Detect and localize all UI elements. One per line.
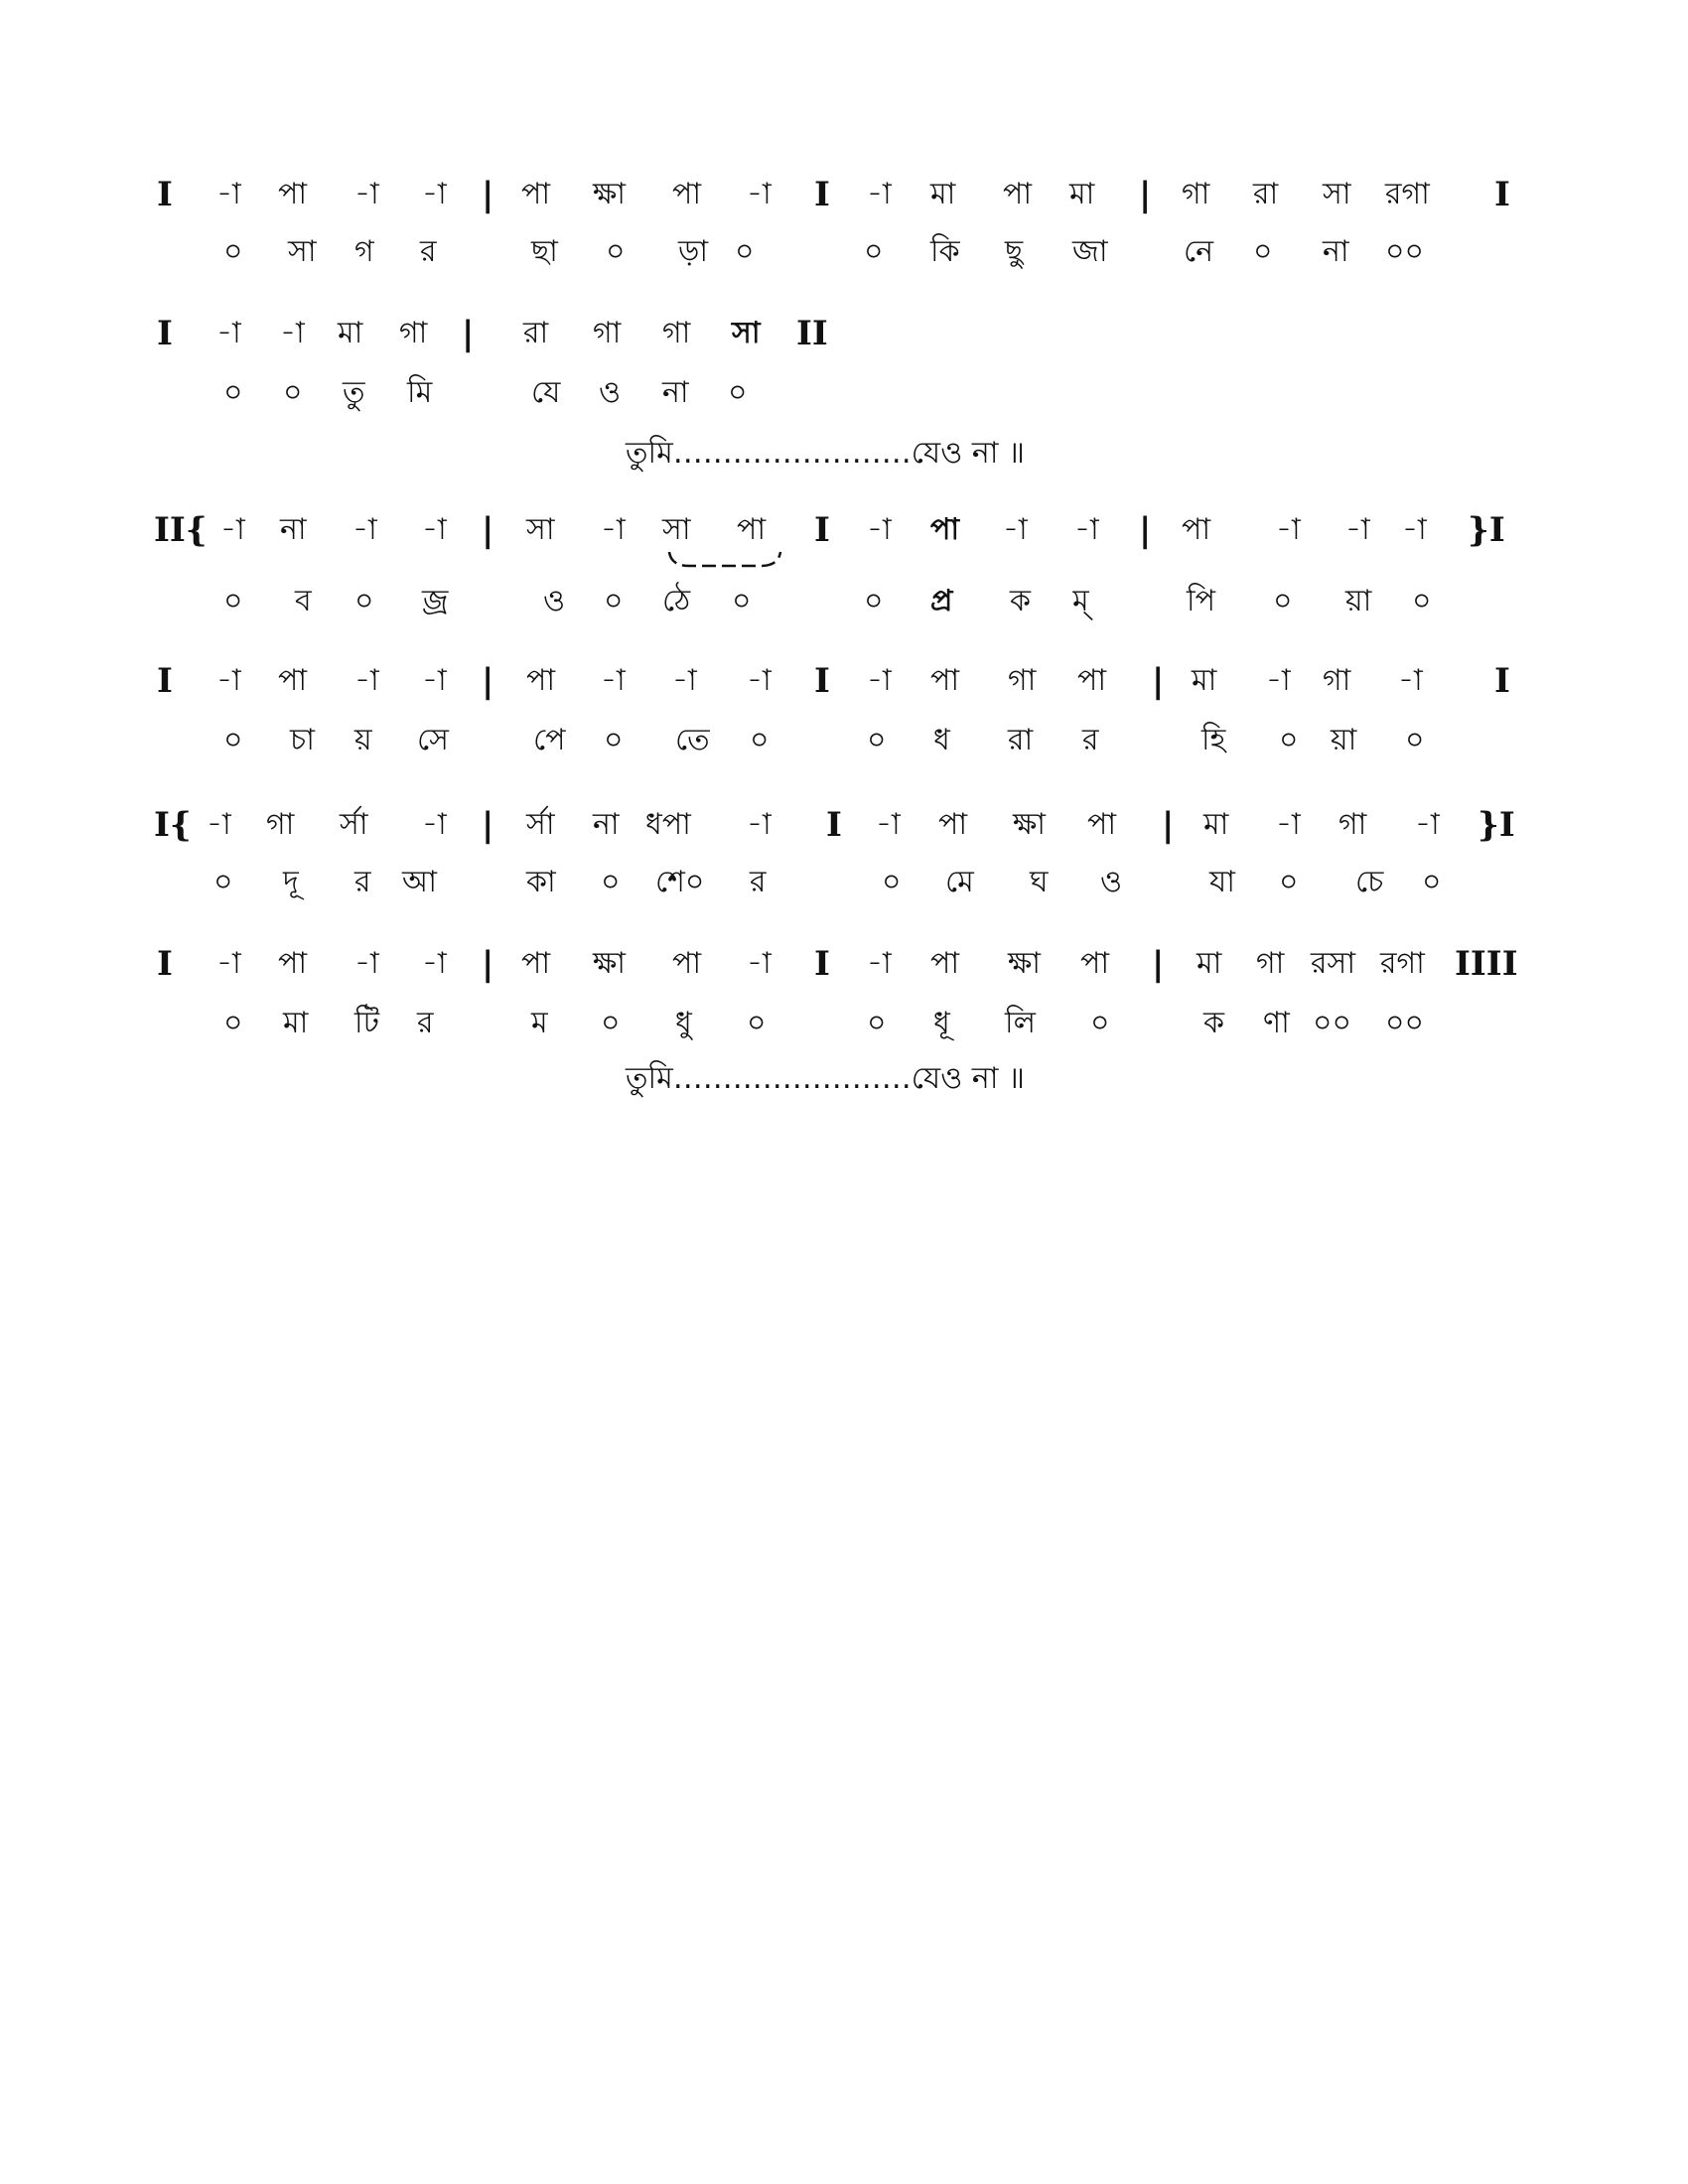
- bar-line: II{: [154, 510, 208, 550]
- refrain-word: তুমি: [626, 436, 673, 471]
- note: ক্ষা: [1013, 807, 1047, 842]
- note: -া: [747, 807, 772, 842]
- lyric-syllable: ০: [728, 375, 748, 410]
- lyric-syllable: ০: [747, 1006, 767, 1040]
- note: পা: [1182, 512, 1211, 547]
- note: -া: [422, 177, 447, 211]
- lyric-syllable: ০: [354, 584, 374, 618]
- note: মা: [1069, 177, 1095, 211]
- lyric-syllable: ০: [601, 1006, 621, 1040]
- lyric-syllable: র: [420, 234, 437, 269]
- note: পা: [930, 663, 960, 698]
- note: মা: [930, 177, 956, 211]
- note: -া: [1003, 512, 1028, 547]
- note: মা: [1203, 807, 1229, 842]
- note: -া: [280, 316, 305, 350]
- lyric-syllable: ০: [1090, 1006, 1110, 1040]
- lyric-syllable: তু: [343, 375, 365, 410]
- lyric-syllable: পি: [1187, 584, 1215, 618]
- note: -া: [867, 946, 892, 981]
- note: -া: [601, 512, 626, 547]
- lyric-syllable: মা: [283, 1006, 309, 1040]
- note: -া: [216, 663, 241, 698]
- lyric-syllable: ধ: [933, 723, 950, 757]
- bar-line: |: [1139, 175, 1152, 214]
- lyric-syllable: র: [417, 1006, 434, 1040]
- refrain-line: [626, 429, 1025, 479]
- lyric-line-1: [0, 226, 1688, 278]
- note: সা: [662, 512, 691, 547]
- refrain-word: যেও না: [911, 1061, 999, 1096]
- note: -া: [352, 512, 377, 547]
- note: রা: [523, 316, 549, 350]
- bar-line: I: [814, 944, 830, 984]
- lyric-syllable: ড়া: [678, 234, 709, 269]
- lyric-syllable: ম্: [1072, 584, 1089, 618]
- note: পা: [1080, 946, 1110, 981]
- lyric-syllable: পে: [533, 723, 566, 757]
- note: -া: [216, 316, 241, 350]
- bar-line: |: [482, 661, 494, 701]
- lyric-syllable: ০: [223, 375, 243, 410]
- bar-line: I: [814, 510, 830, 550]
- notation-line-1: [0, 169, 1688, 220]
- lyric-syllable: র: [1082, 723, 1099, 757]
- refrain-word: তুমি: [626, 1061, 673, 1096]
- lyric-syllable: শে০: [655, 865, 705, 899]
- note: গা: [1256, 946, 1285, 981]
- notation-line-4: [0, 655, 1688, 707]
- note: -া: [747, 946, 772, 981]
- lyric-line-6: [0, 998, 1688, 1049]
- note: -া: [1398, 663, 1423, 698]
- bar-line: |: [1152, 944, 1165, 984]
- lyric-syllable: ছা: [531, 234, 558, 269]
- note: গা: [1008, 663, 1037, 698]
- lyric-syllable: ধু: [675, 1006, 692, 1040]
- note: র্সা: [526, 807, 555, 842]
- lyric-syllable: ০: [1279, 865, 1299, 899]
- bar-line: |: [1139, 510, 1152, 550]
- lyric-syllable: লি: [1005, 1006, 1036, 1040]
- lyric-syllable: জা: [1072, 234, 1108, 269]
- bar-line: I: [814, 661, 830, 701]
- meend-slur-curve: [669, 552, 780, 566]
- bar-line: |: [482, 510, 494, 550]
- note: -া: [747, 177, 772, 211]
- lyric-syllable: সে: [417, 723, 449, 757]
- double-bar: ॥: [1008, 1061, 1025, 1096]
- bar-line: I: [826, 805, 842, 845]
- lyric-syllable: ০: [223, 723, 243, 757]
- bar-line: }I: [1477, 805, 1515, 845]
- lyric-syllable: সা: [288, 234, 317, 269]
- lyric-syllable: দূ: [283, 865, 299, 899]
- note: ক্ষা: [593, 177, 627, 211]
- lyric-syllable: ০: [867, 723, 887, 757]
- note: -া: [867, 512, 892, 547]
- lyric-syllable: ০০: [1313, 1006, 1352, 1040]
- bar-line: I: [157, 314, 173, 353]
- note: পা: [526, 663, 556, 698]
- note: -া: [1074, 512, 1099, 547]
- note: -া: [216, 177, 241, 211]
- lyric-syllable: চা: [290, 723, 315, 757]
- note: পা: [278, 946, 308, 981]
- note: -া: [1402, 512, 1427, 547]
- note: -া: [601, 663, 626, 698]
- note: ধপা: [645, 807, 691, 842]
- note: -া: [220, 512, 245, 547]
- lyric-syllable: ০: [1273, 584, 1293, 618]
- note: গা: [1323, 663, 1351, 698]
- note: গা: [399, 316, 428, 350]
- note: পা: [938, 807, 968, 842]
- double-bar: ॥: [1008, 436, 1025, 471]
- lyric-syllable: য়া: [1331, 723, 1357, 757]
- lyric-syllable: মে: [945, 865, 974, 899]
- lyric-syllable: ০: [867, 1006, 887, 1040]
- lyric-syllable: ০: [864, 234, 884, 269]
- note: -া: [1276, 512, 1301, 547]
- note: সা: [526, 512, 555, 547]
- lyric-syllable: ০: [882, 865, 902, 899]
- note: পা: [672, 177, 702, 211]
- lyric-syllable: না: [662, 375, 689, 410]
- note: মা: [338, 316, 363, 350]
- lyric-syllable: চে: [1355, 865, 1384, 899]
- note: পা: [930, 512, 960, 547]
- bar-line: I: [157, 944, 173, 984]
- note: পা: [521, 946, 551, 981]
- lyric-syllable: ০: [1279, 723, 1299, 757]
- lyric-line-5: [0, 857, 1688, 908]
- note: ক্ষা: [1008, 946, 1042, 981]
- lyric-syllable: ০: [223, 1006, 243, 1040]
- lyric-syllable: ০: [604, 584, 624, 618]
- lyric-syllable: ০: [1422, 865, 1442, 899]
- note: -া: [216, 946, 241, 981]
- lyric-syllable: ০: [223, 234, 243, 269]
- lyric-syllable: ০: [213, 865, 233, 899]
- lyric-syllable: য়া: [1345, 584, 1372, 618]
- lyric-syllable: ঘ: [1030, 865, 1049, 899]
- lyric-syllable: ০: [606, 234, 626, 269]
- lyric-syllable: ০: [732, 584, 752, 618]
- lyric-syllable: র: [750, 865, 767, 899]
- note: -া: [672, 663, 697, 698]
- note: পা: [672, 946, 702, 981]
- note: -া: [876, 807, 901, 842]
- notation-line-6: [0, 938, 1688, 990]
- note: -া: [747, 663, 772, 698]
- note: রগা: [1385, 177, 1430, 211]
- lyric-line-4: [0, 715, 1688, 766]
- note: মা: [1196, 946, 1222, 981]
- note: সা: [732, 316, 761, 350]
- note: পা: [278, 177, 308, 211]
- note: গা: [266, 807, 295, 842]
- bar-line: |: [1162, 805, 1175, 845]
- lyric-syllable: কা: [526, 865, 556, 899]
- note: র্সা: [340, 807, 368, 842]
- note: রা: [1253, 177, 1279, 211]
- lyric-syllable: ও: [1100, 865, 1123, 899]
- note: পা: [521, 177, 551, 211]
- bar-line: I: [157, 661, 173, 701]
- note: না: [280, 512, 307, 547]
- note: -া: [354, 663, 379, 698]
- note: মা: [1192, 663, 1217, 698]
- bar-line: I: [1494, 175, 1510, 214]
- lyric-syllable: ০: [223, 584, 243, 618]
- refrain-dots: ……………………: [672, 436, 912, 471]
- bar-line: I: [814, 175, 830, 214]
- note: -া: [1276, 807, 1301, 842]
- notation-line-2: [0, 308, 1688, 359]
- lyric-syllable: ০: [1405, 723, 1425, 757]
- refrain-word: যেও না: [911, 436, 999, 471]
- bar-line: I{: [154, 805, 192, 845]
- lyric-syllable: র: [354, 865, 371, 899]
- lyric-syllable: ম: [531, 1006, 548, 1040]
- lyric-syllable: ০: [1412, 584, 1432, 618]
- lyric-syllable: ০: [604, 723, 624, 757]
- bar-line: IIII: [1455, 944, 1518, 984]
- notation-line-5: [0, 799, 1688, 851]
- bar-line: |: [462, 314, 475, 353]
- lyric-syllable: ও: [599, 375, 622, 410]
- note: পা: [278, 663, 308, 698]
- refrain-dots: ……………………: [672, 1061, 912, 1096]
- note: -া: [867, 663, 892, 698]
- lyric-syllable: যে: [531, 375, 561, 410]
- note: গা: [1182, 177, 1210, 211]
- lyric-syllable: জ্র: [422, 584, 449, 618]
- note: -া: [422, 663, 447, 698]
- note: রসা: [1311, 946, 1356, 981]
- bar-line: I: [157, 175, 173, 214]
- bar-line: |: [482, 175, 494, 214]
- note: গা: [1338, 807, 1367, 842]
- lyric-syllable: মি: [407, 375, 433, 410]
- lyric-syllable: গ: [354, 234, 374, 269]
- lyric-syllable: ও: [543, 584, 566, 618]
- lyric-syllable: ণা: [1263, 1006, 1290, 1040]
- lyric-syllable: কি: [930, 234, 960, 269]
- lyric-syllable: আ: [402, 865, 437, 899]
- lyric-syllable: টি: [354, 1006, 379, 1040]
- note: পা: [1087, 807, 1117, 842]
- lyric-syllable: ছু: [1005, 234, 1024, 269]
- note: -া: [354, 177, 379, 211]
- note: পা: [1003, 177, 1033, 211]
- lyric-syllable: ব: [295, 584, 312, 618]
- bar-line: II: [796, 314, 828, 353]
- note: -া: [1266, 663, 1291, 698]
- note: -া: [422, 807, 447, 842]
- lyric-syllable: ঠে: [662, 584, 691, 618]
- note: -া: [422, 946, 447, 981]
- lyric-syllable: ০: [1253, 234, 1273, 269]
- note: গা: [593, 316, 622, 350]
- note: না: [593, 807, 620, 842]
- meend-slur: [665, 548, 784, 574]
- note: -া: [354, 946, 379, 981]
- lyric-syllable: যা: [1209, 865, 1235, 899]
- note: পা: [930, 946, 960, 981]
- lyric-syllable: ক: [1203, 1006, 1224, 1040]
- lyric-syllable: ক: [1010, 584, 1031, 618]
- bar-line: |: [1152, 661, 1165, 701]
- lyric-syllable: ০: [735, 234, 755, 269]
- lyric-line-3: [0, 576, 1688, 627]
- bar-line: }I: [1468, 510, 1505, 550]
- lyric-syllable: প্র: [930, 584, 953, 618]
- note: রগা: [1380, 946, 1425, 981]
- bar-line: I: [1494, 661, 1510, 701]
- lyric-syllable: ধূ: [933, 1006, 950, 1040]
- lyric-syllable: ০: [601, 865, 621, 899]
- lyric-syllable: হি: [1201, 723, 1226, 757]
- note: গা: [662, 316, 691, 350]
- refrain-line: [626, 1054, 1025, 1105]
- lyric-syllable: ০০: [1385, 1006, 1425, 1040]
- lyric-syllable: রা: [1008, 723, 1034, 757]
- lyric-line-2: [0, 367, 1688, 419]
- note: পা: [737, 512, 767, 547]
- note: -া: [1415, 807, 1440, 842]
- note: ক্ষা: [593, 946, 627, 981]
- note: -া: [207, 807, 231, 842]
- note: -া: [867, 177, 892, 211]
- lyric-syllable: ০০: [1385, 234, 1425, 269]
- note: সা: [1323, 177, 1351, 211]
- lyric-syllable: তে: [675, 723, 710, 757]
- lyric-syllable: নে: [1184, 234, 1214, 269]
- lyric-syllable: ০: [864, 584, 884, 618]
- note: পা: [1077, 663, 1107, 698]
- bar-line: |: [482, 944, 494, 984]
- lyric-syllable: ০: [283, 375, 303, 410]
- note: -া: [1345, 512, 1370, 547]
- lyric-syllable: না: [1323, 234, 1349, 269]
- note: -া: [422, 512, 447, 547]
- bar-line: |: [482, 805, 494, 845]
- lyric-syllable: য়: [354, 723, 372, 757]
- lyric-syllable: ০: [750, 723, 770, 757]
- notation-line-3: [0, 504, 1688, 556]
